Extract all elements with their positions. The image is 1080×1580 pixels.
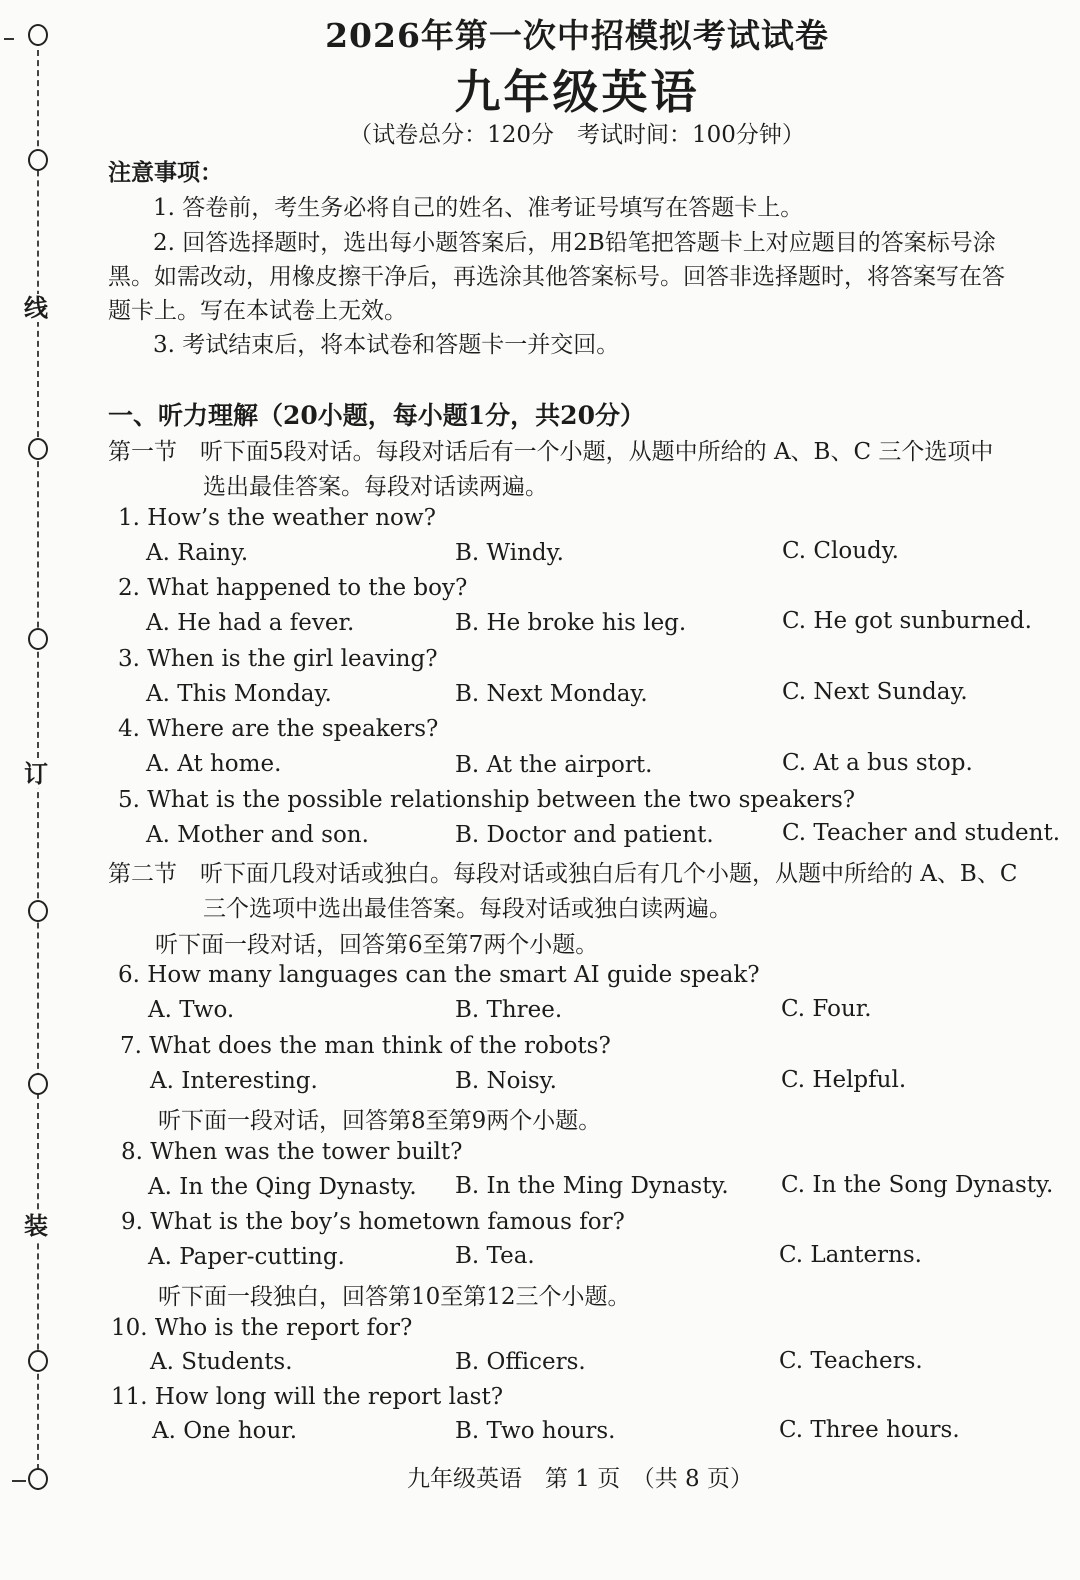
question-8: 8. When was the tower built?: [121, 1139, 463, 1165]
q6-option-c: C. Four.: [781, 996, 872, 1022]
q1-option-c: C. Cloudy.: [782, 538, 899, 564]
notes-item-2-line3: 题卡上。写在本试卷上无效。: [108, 298, 407, 324]
binding-hole-icon: [28, 628, 48, 650]
question-3: 3. When is the girl leaving?: [118, 646, 438, 672]
q5-option-b: B. Doctor and patient.: [455, 822, 714, 848]
q7-option-b: B. Noisy.: [455, 1068, 557, 1094]
q7-option-a: A. Interesting.: [150, 1068, 318, 1094]
question-11: 11. How long will the report last?: [111, 1384, 504, 1410]
notes-heading: 注意事项：: [108, 159, 223, 186]
section2-instruction: 第二节 听下面几段对话或独白。每段对话或独白后有几个小题，从题中所给的 A、B、C: [108, 861, 1018, 887]
instruction-q6-q7: 听下面一段对话，回答第6至第7两个小题。: [155, 932, 599, 958]
q11-option-c: C. Three hours.: [779, 1417, 960, 1443]
q6-option-a: A. Two.: [148, 997, 235, 1023]
section1-instruction: 第一节 听下面5段对话。每段对话后有一个小题，从题中所给的 A、B、C 三个选项中: [108, 439, 994, 465]
question-10: 10. Who is the report for?: [111, 1315, 413, 1341]
q10-option-c: C. Teachers.: [779, 1348, 923, 1374]
part1-heading: 一、听力理解（20小题，每小题1分，共20分）: [108, 401, 645, 430]
q4-option-b: B. At the airport.: [455, 752, 653, 778]
q6-option-b: B. Three.: [455, 997, 563, 1023]
q5-option-a: A. Mother and son.: [146, 822, 369, 848]
binding-hole-icon: [28, 1073, 48, 1095]
notes-item-2-line2: 黑。如需改动，用橡皮擦干净后，再选涂其他答案标号。回答非选择题时，将答案写在答: [108, 264, 1005, 290]
q10-option-b: B. Officers.: [455, 1349, 586, 1375]
q9-option-a: A. Paper-cutting.: [148, 1244, 345, 1270]
page-footer: 九年级英语 第 1 页 （共 8 页）: [406, 1466, 753, 1492]
section2-instruction-cont: 三个选项中选出最佳答案。每段对话或独白读两遍。: [203, 896, 732, 922]
q8-option-c: C. In the Song Dynasty.: [781, 1172, 1054, 1198]
binding-hole-icon: [28, 900, 48, 922]
exam-subject: 九年级英语: [454, 65, 700, 119]
q2-option-a: A. He had a fever.: [146, 610, 355, 636]
notes-item-1: 1. 答卷前，考生务必将自己的姓名、准考证号填写在答题卡上。: [153, 195, 804, 221]
notes-item-2-line1: 2. 回答选择题时，选出每小题答案后，用2B铅笔把答题卡上对应题目的答案标号涂: [153, 230, 996, 256]
q2-option-c: C. He got sunburned.: [782, 608, 1032, 634]
binding-hole-icon: [28, 149, 48, 171]
notes-item-3: 3. 考试结束后，将本试卷和答题卡一并交回。: [153, 332, 620, 358]
question-6: 6. How many languages can the smart AI guide speak?: [118, 962, 760, 988]
q5-option-c: C. Teacher and student.: [782, 820, 1061, 846]
margin-label-order: 订: [24, 759, 48, 788]
q4-option-c: C. At a bus stop.: [782, 750, 973, 776]
binding-margin: [0, 0, 70, 1580]
q3-option-a: A. This Monday.: [146, 681, 332, 707]
q3-option-c: C. Next Sunday.: [782, 679, 968, 705]
q1-option-b: B. Windy.: [455, 540, 564, 566]
question-7: 7. What does the man think of the robots?: [120, 1033, 611, 1059]
instruction-q8-q9: 听下面一段对话，回答第8至第9两个小题。: [158, 1108, 602, 1134]
question-5: 5. What is the possible relationship between the two speakers?: [118, 787, 856, 813]
binding-hole-icon: [28, 1350, 48, 1372]
q2-option-b: B. He broke his leg.: [455, 610, 687, 636]
q8-option-b: B. In the Ming Dynasty.: [455, 1173, 729, 1199]
q9-option-b: B. Tea.: [455, 1243, 535, 1269]
q4-option-a: A. At home.: [146, 751, 282, 777]
exam-title: 2026年第一次中招模拟考试试卷: [325, 16, 829, 55]
q3-option-b: B. Next Monday.: [455, 681, 648, 707]
q8-option-a: A. In the Qing Dynasty.: [148, 1174, 417, 1200]
question-1: 1. How’s the weather now?: [118, 505, 436, 531]
q1-option-a: A. Rainy.: [146, 540, 249, 566]
question-2: 2. What happened to the boy?: [118, 575, 468, 601]
question-4: 4. Where are the speakers?: [118, 716, 439, 742]
q11-option-a: A. One hour.: [152, 1418, 298, 1444]
q9-option-c: C. Lanterns.: [779, 1242, 922, 1268]
margin-label-bind: 装: [24, 1211, 48, 1240]
q11-option-b: B. Two hours.: [455, 1418, 616, 1444]
margin-label-line: 线: [24, 293, 48, 322]
exam-meta: （试卷总分：120分 考试时间：100分钟）: [349, 122, 805, 148]
q7-option-c: C. Helpful.: [781, 1067, 907, 1093]
section1-instruction-cont: 选出最佳答案。每段对话读两遍。: [203, 474, 548, 500]
binding-hole-icon: [28, 438, 48, 460]
q10-option-a: A. Students.: [150, 1349, 293, 1375]
instruction-q10-q12: 听下面一段独白，回答第10至第12三个小题。: [158, 1284, 631, 1310]
question-9: 9. What is the boy’s hometown famous for?: [121, 1209, 625, 1235]
